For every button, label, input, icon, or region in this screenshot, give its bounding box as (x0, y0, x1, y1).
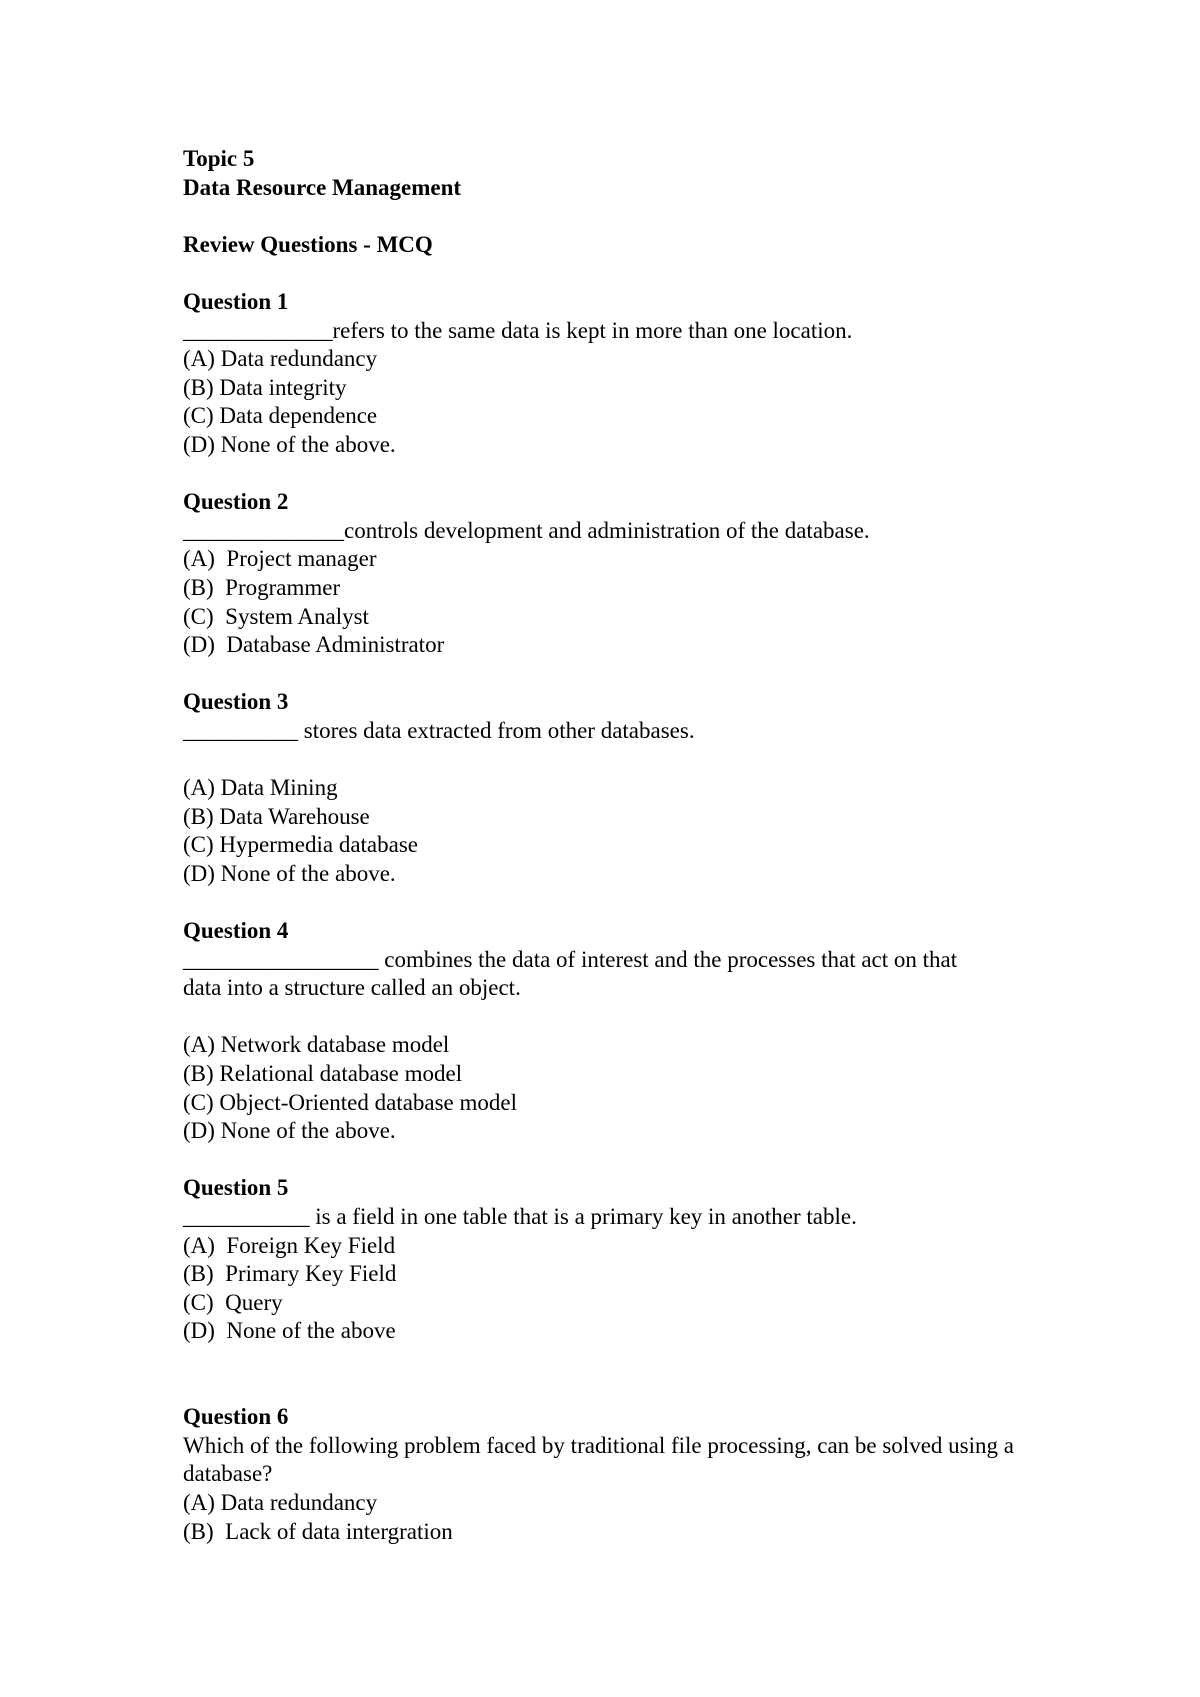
option-c: (C) System Analyst (183, 603, 369, 629)
question-title: Question 6 (183, 1404, 289, 1430)
question-title: Question 2 (183, 489, 289, 515)
option-d: (D) Database Administrator (183, 632, 445, 658)
option-a: (A) Data Mining (183, 775, 338, 801)
option-b: (B) Programmer (183, 574, 341, 600)
option-d: (D) None of the above. (183, 431, 396, 457)
question-title: Question 4 (183, 918, 289, 944)
option-c: (C) Data dependence (183, 403, 378, 429)
option-c: (C) Query (183, 1289, 283, 1315)
question-2 (183, 488, 1063, 660)
option-b: (B) Lack of data intergration (183, 1518, 453, 1544)
question-stem: ___________ is a field in one table that is a primary key in another table. (183, 1203, 857, 1229)
question-4 (183, 917, 1063, 1146)
option-c: (C) Hypermedia database (183, 832, 419, 858)
option-c: (C) Object-Oriented database model (183, 1089, 518, 1115)
question-6 (183, 1403, 1063, 1546)
question-stem: _____________refers to the same data is kept in more than one location. (183, 317, 853, 343)
topic-label: Topic 5 (183, 146, 255, 171)
question-title: Question 1 (183, 288, 289, 314)
question-stem: _________________ combines the data of interest and the processes that act on that data into a structure called an object. (183, 946, 958, 1001)
option-a: (A) Data redundancy (183, 346, 378, 372)
document-page (183, 145, 1063, 1546)
section-title: Review Questions - MCQ (183, 231, 433, 257)
question-5 (183, 1174, 1063, 1346)
option-d: (D) None of the above. (183, 860, 396, 886)
option-d: (D) None of the above (183, 1318, 396, 1344)
question-title: Question 3 (183, 689, 289, 715)
option-b: (B) Relational database model (183, 1061, 463, 1086)
question-title: Question 5 (183, 1175, 289, 1201)
option-b: (B) Primary Key Field (183, 1261, 397, 1287)
option-a: (A) Project manager (183, 546, 377, 572)
question-stem: __________ stores data extracted from other databases. (183, 717, 695, 743)
question-3 (183, 688, 1063, 888)
option-a: (A) Network database model (183, 1032, 450, 1058)
option-d: (D) None of the above. (183, 1118, 396, 1144)
question-stem: Which of the following problem faced by traditional file processing, can be solved using a database? (183, 1432, 1014, 1487)
option-b: (B) Data integrity (183, 374, 347, 400)
question-1 (183, 288, 1063, 460)
subject-title: Data Resource Management (183, 174, 462, 200)
option-b: (B) Data Warehouse (183, 803, 370, 829)
option-a: (A) Foreign Key Field (183, 1232, 396, 1258)
question-stem: ______________controls development and administration of the database. (183, 517, 870, 543)
option-a: (A) Data redundancy (183, 1489, 378, 1515)
